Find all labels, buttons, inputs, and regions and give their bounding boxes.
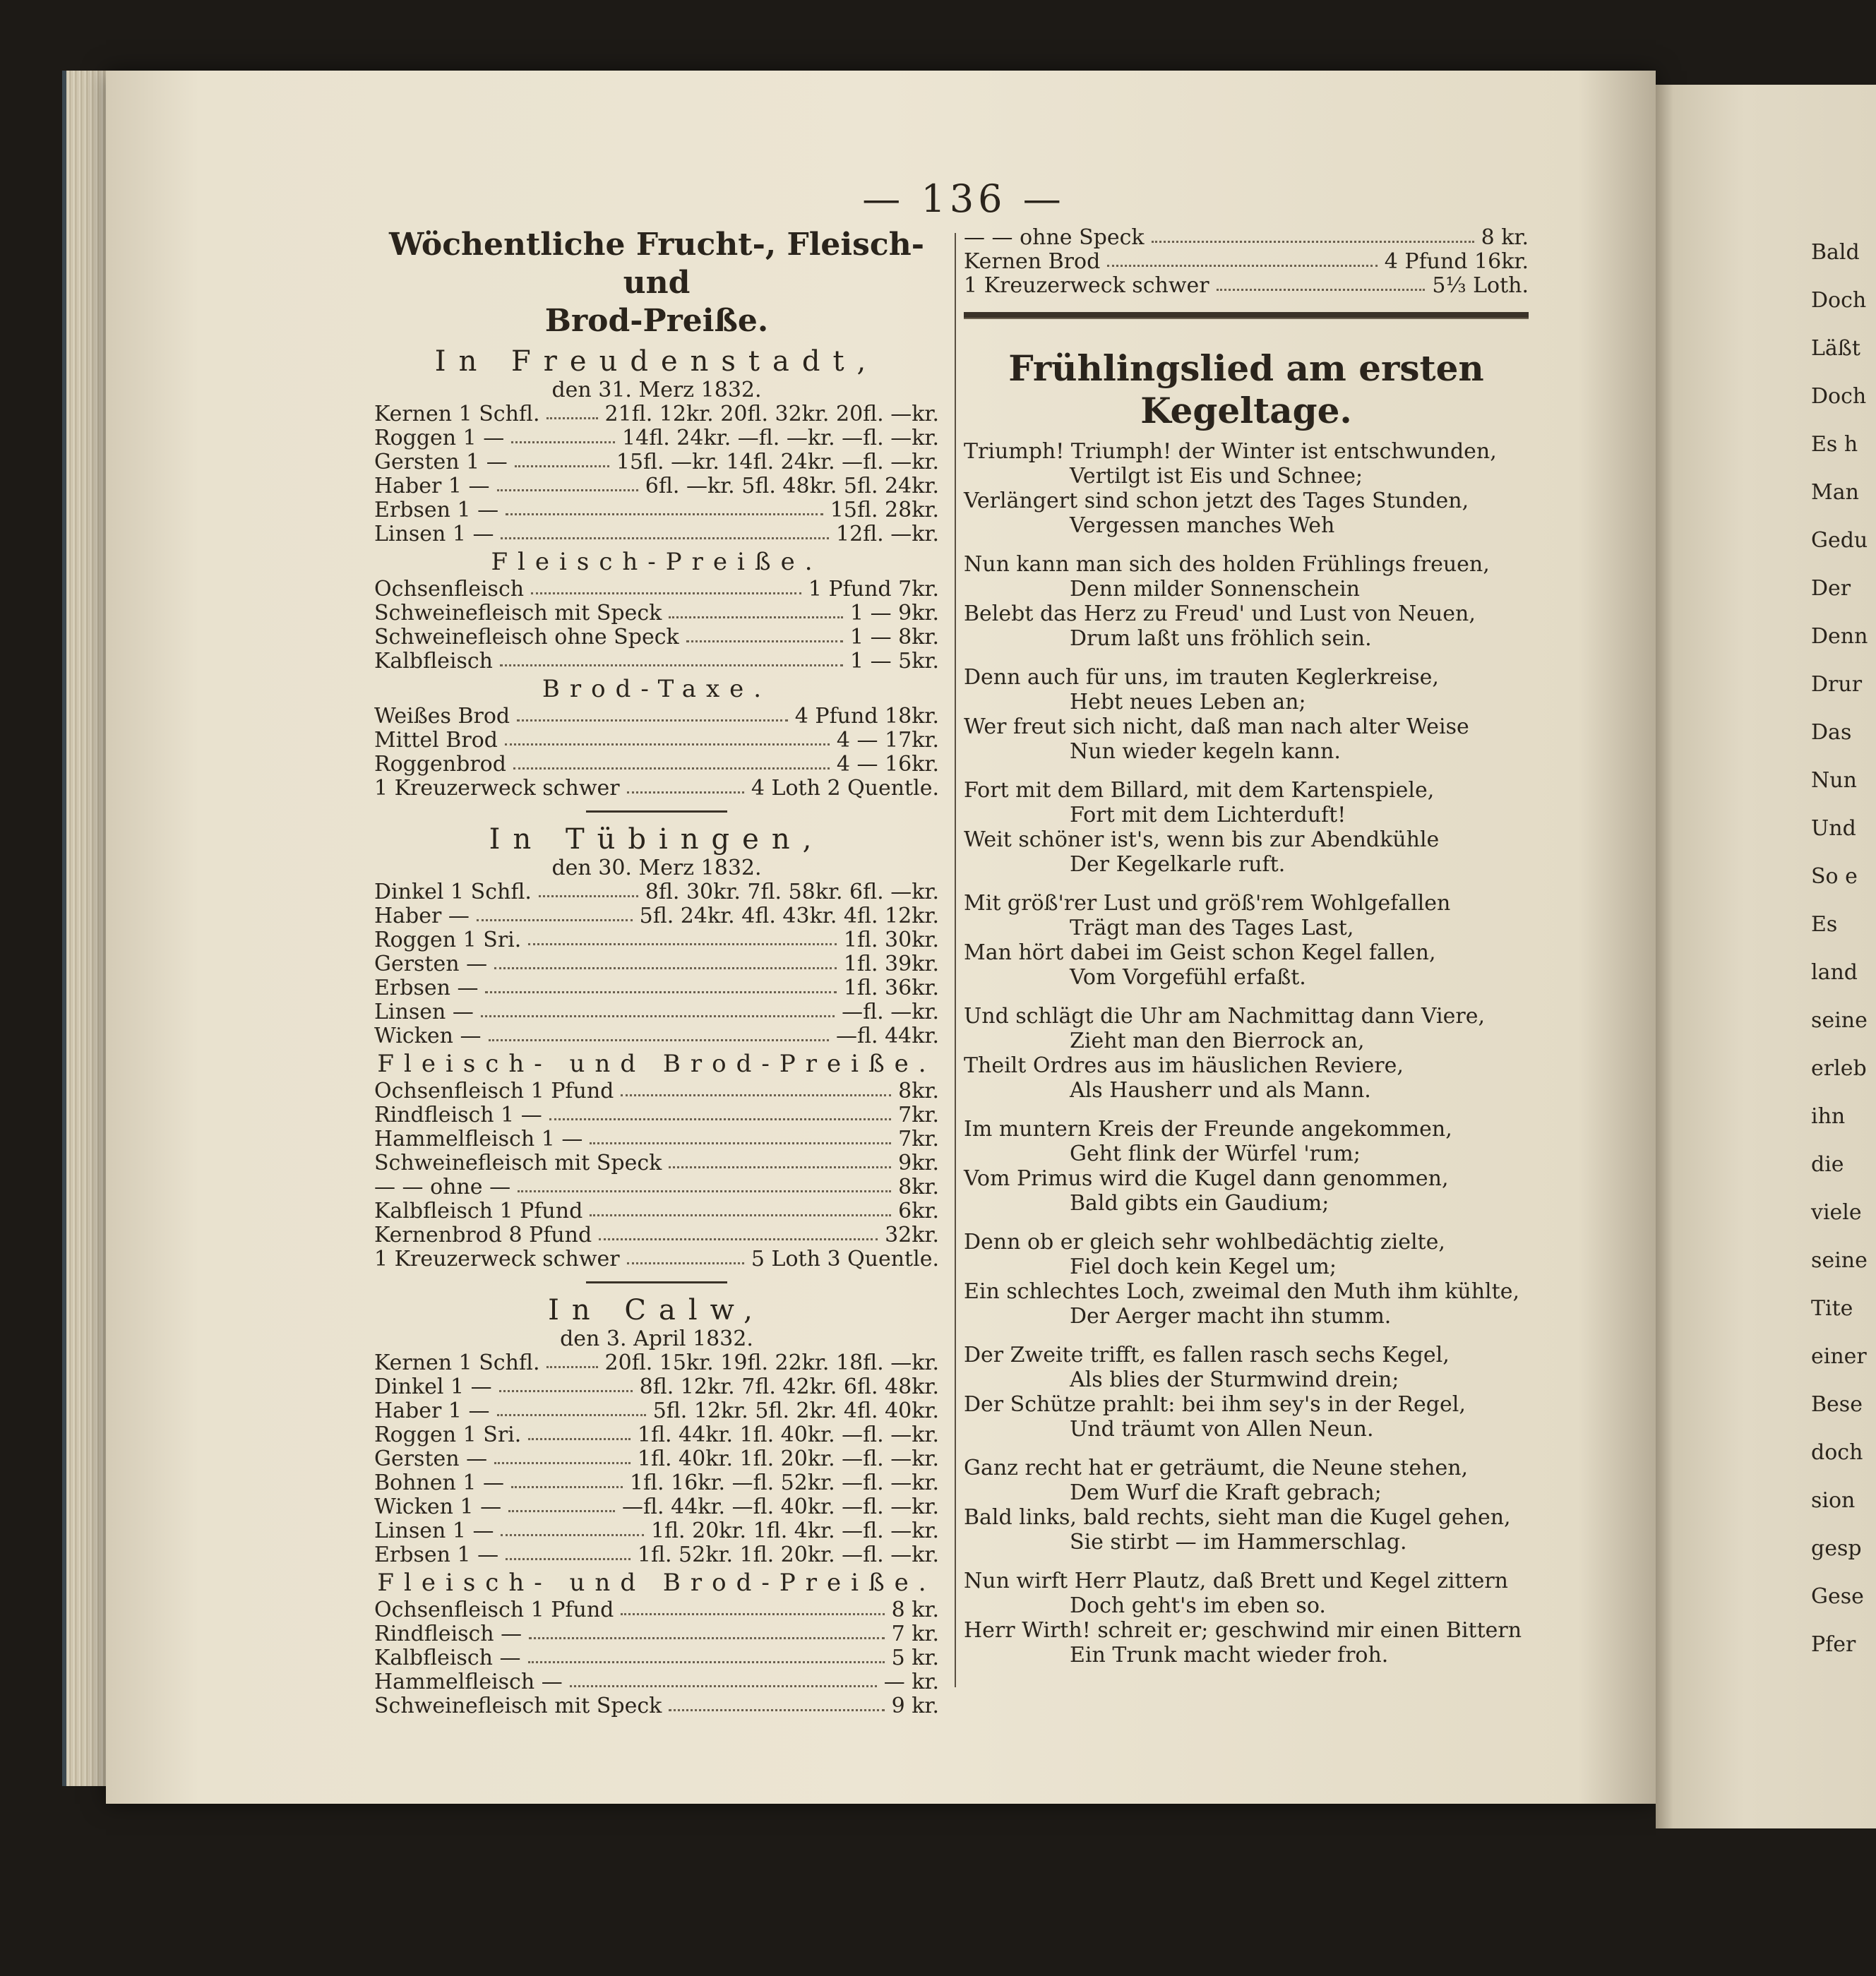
meat-price-row <box>374 625 939 649</box>
row-value: —fl. 44kr. <box>835 1024 939 1048</box>
row-value: 8 kr. <box>1481 225 1529 250</box>
row-value: 1fl. 36kr. <box>843 976 939 1000</box>
row-label: Hammelfleisch 1 — <box>374 1127 583 1151</box>
row-label: Kalbfleisch 1 Pfund <box>374 1199 583 1223</box>
leader-dots <box>518 1175 891 1192</box>
row-value: 9kr. <box>898 1151 939 1175</box>
verse-line: Der Schütze prahlt: bei ihm sey's in der Regel, <box>964 1392 1466 1417</box>
town-heading: In Freudenstadt, <box>434 345 879 378</box>
fragment-word: Doch <box>1811 384 1867 409</box>
row-value: 20fl. 15kr. 19fl. 22kr. 18fl. —kr. <box>604 1351 939 1375</box>
row-label: Kernen 1 Schfl. <box>374 402 540 426</box>
fragment-word: Drur <box>1811 672 1863 697</box>
column-divider <box>955 233 956 1687</box>
leader-dots <box>546 1351 597 1368</box>
leader-dots <box>539 880 638 897</box>
leader-dots <box>546 402 597 419</box>
row-value: 1fl. 39kr. <box>843 952 939 976</box>
verse-line: Theilt Ordres aus im häuslichen Reviere, <box>964 1053 1404 1078</box>
grain-price-row <box>374 522 939 546</box>
row-value: 1 Pfund 7kr. <box>808 577 939 601</box>
grain-price-row <box>374 1543 939 1567</box>
price-heading-line1: Wöchentliche Frucht-, Fleisch- und <box>389 227 924 301</box>
leader-dots <box>528 1646 885 1663</box>
report-date: den 31. Merz 1832. <box>551 378 762 402</box>
leader-dots <box>511 1471 623 1488</box>
bread-price-row <box>374 777 939 801</box>
section-separator <box>586 1281 727 1283</box>
fragment-word: doch <box>1811 1440 1863 1465</box>
row-label: Rindfleisch — <box>374 1622 522 1646</box>
row-value: 8 kr. <box>891 1598 939 1622</box>
grain-price-row <box>374 1519 939 1543</box>
bread-price-row <box>374 753 939 777</box>
meat-price-row <box>374 1199 939 1223</box>
fragment-word: Gedu <box>1811 528 1868 553</box>
row-value: 1 — 8kr. <box>849 625 939 649</box>
double-rule <box>964 312 1529 319</box>
verse-line: Herr Wirth! schreit er; geschwind mir einen Bittern <box>964 1618 1522 1643</box>
row-label: Erbsen 1 — <box>374 498 499 522</box>
row-label: Linsen 1 — <box>374 522 494 546</box>
leader-dots <box>621 1079 891 1096</box>
grain-price-row <box>374 1024 939 1048</box>
row-label: Wicken — <box>374 1024 482 1048</box>
fragment-word: gesp <box>1811 1536 1862 1561</box>
fragment-word: seine <box>1811 1248 1868 1273</box>
continued-price-row <box>964 226 1529 250</box>
verse-line: Nun wirft Herr Plautz, daß Brett und Kegel zittern <box>964 1569 1509 1593</box>
bread-price-row <box>374 705 939 729</box>
verse-line: Weit schöner ist's, wenn bis zur Abendkühle <box>964 827 1440 852</box>
row-label: Kernenbrod 8 Pfund <box>374 1223 592 1247</box>
report-date: den 30. Merz 1832. <box>551 856 762 880</box>
row-label: Roggenbrod <box>374 752 506 777</box>
verse-line: Vergessen manches Weh <box>1070 513 1335 538</box>
subheading: Brod-Taxe. <box>542 675 772 703</box>
verse-line: Trägt man des Tages Last, <box>1070 916 1354 940</box>
meat-price-row <box>374 1646 939 1670</box>
verse-line: Ein Trunk macht wieder froh. <box>1070 1643 1389 1667</box>
town-heading: In Calw, <box>548 1294 765 1327</box>
page-number: — 136 — <box>862 176 1065 221</box>
verse-line: Man hört dabei im Geist schon Kegel fallen, <box>964 940 1436 965</box>
row-value: 15fl. 28kr. <box>830 498 939 522</box>
fragment-word: Doch <box>1811 288 1867 313</box>
row-value: 1fl. 16kr. —fl. 52kr. —fl. —kr. <box>629 1471 939 1495</box>
verse-line: Denn auch für uns, im trauten Keglerkreise, <box>964 665 1439 690</box>
row-label: 1 Kreuzerweck schwer <box>374 776 620 801</box>
fragment-word: sion <box>1811 1488 1856 1513</box>
row-label: Rindfleisch 1 — <box>374 1103 542 1127</box>
meat-price-row <box>374 649 939 673</box>
leader-dots <box>599 1223 878 1240</box>
row-value: 1fl. 20kr. 1fl. 4kr. —fl. —kr. <box>650 1519 939 1543</box>
row-value: 7kr. <box>898 1127 939 1151</box>
leader-dots <box>517 705 788 721</box>
row-value: 4 Pfund 16kr. <box>1384 249 1529 274</box>
row-value: 5 kr. <box>891 1646 939 1670</box>
poem-stanza <box>964 665 1529 764</box>
poem-stanza <box>964 1230 1529 1329</box>
verse-line: Ein schlechtes Loch, zweimal den Muth ihm kühlte, <box>964 1279 1519 1304</box>
verse-line: Fort mit dem Lichterduft! <box>1070 803 1346 827</box>
fragment-word: Tite <box>1811 1296 1853 1321</box>
leader-dots <box>494 952 837 969</box>
meat-price-row <box>374 1151 939 1175</box>
meat-price-row <box>374 1223 939 1247</box>
bread-price-row <box>374 729 939 753</box>
leader-dots <box>494 1447 631 1464</box>
row-value: 14fl. 24kr. —fl. —kr. —fl. —kr. <box>622 426 939 450</box>
row-label: Erbsen — <box>374 976 479 1000</box>
verse-line: Fort mit dem Billard, mit dem Kartenspiele, <box>964 778 1435 803</box>
verse-line: Bald gibts ein Gaudium; <box>1070 1191 1330 1216</box>
row-value: 15fl. —kr. 14fl. 24kr. —fl. —kr. <box>616 450 939 474</box>
grain-price-row <box>374 928 939 952</box>
row-label: Ochsenfleisch 1 Pfund <box>374 1079 614 1103</box>
verse-line: Vom Primus wird die Kugel dann genommen, <box>964 1166 1449 1191</box>
fragment-word: Nun <box>1811 768 1857 793</box>
row-value: 32kr. <box>885 1223 939 1247</box>
leader-dots <box>528 1423 631 1440</box>
row-label: Haber 1 — <box>374 1399 490 1423</box>
leader-dots <box>627 1247 744 1264</box>
meat-price-row <box>374 1622 939 1646</box>
verse-line: Als Hausherr und als Mann. <box>1070 1078 1371 1103</box>
row-value: 4 Pfund 18kr. <box>794 704 939 729</box>
fragment-word: Bald <box>1811 240 1860 265</box>
row-value: 1 — 5kr. <box>849 649 939 673</box>
row-label: Kernen Brod <box>964 249 1101 274</box>
row-label: 1 Kreuzerweck schwer <box>374 1247 620 1271</box>
fragment-word: Gese <box>1811 1584 1864 1609</box>
leader-dots <box>497 474 638 491</box>
row-value: 6kr. <box>898 1199 939 1223</box>
continued-price-row <box>964 250 1529 274</box>
report-date: den 3. April 1832. <box>560 1327 753 1351</box>
leader-dots <box>549 1103 891 1120</box>
row-value: 21fl. 12kr. 20fl. 32kr. 20fl. —kr. <box>604 402 939 426</box>
grain-price-row <box>374 450 939 474</box>
meat-price-row <box>374 1670 939 1694</box>
grain-price-row <box>374 498 939 522</box>
row-label: Gersten — <box>374 1447 488 1471</box>
meat-price-row <box>374 1127 939 1151</box>
fragment-word: Bese <box>1811 1392 1863 1417</box>
row-value: 7kr. <box>898 1103 939 1127</box>
verse-line: Triumph! Triumph! der Winter ist entschwunden, <box>964 439 1497 464</box>
row-value: 5⅓ Loth. <box>1432 273 1529 298</box>
row-value: 1fl. 30kr. <box>843 928 939 952</box>
poem-stanza <box>964 552 1529 651</box>
leader-dots <box>1217 274 1426 291</box>
row-label: Schweinefleisch ohne Speck <box>374 625 679 649</box>
fragment-word: Es <box>1811 912 1838 937</box>
leader-dots <box>505 729 830 746</box>
fragment-word: viele <box>1811 1200 1862 1225</box>
row-value: 9 kr. <box>891 1694 939 1718</box>
fragment-word: Läßt <box>1811 336 1860 361</box>
meat-price-row <box>374 1247 939 1271</box>
row-value: 1fl. 52kr. 1fl. 20kr. —fl. —kr. <box>637 1543 939 1567</box>
leader-dots <box>501 522 829 539</box>
row-value: 8fl. 30kr. 7fl. 58kr. 6fl. —kr. <box>645 880 939 904</box>
fragment-word: Pfer <box>1811 1632 1856 1657</box>
grain-price-row <box>374 976 939 1000</box>
leader-dots <box>481 1000 835 1017</box>
leader-dots <box>513 753 830 770</box>
row-label: Gersten — <box>374 952 488 976</box>
leader-dots <box>511 426 615 443</box>
grain-price-row <box>374 1375 939 1399</box>
grain-price-row <box>374 952 939 976</box>
row-value: 5fl. 24kr. 4fl. 43kr. 4fl. 12kr. <box>639 904 939 928</box>
row-label: Schweinefleisch mit Speck <box>374 601 662 625</box>
grain-price-row <box>374 1447 939 1471</box>
verse-line: Dem Wurf die Kraft gebrach; <box>1070 1480 1382 1505</box>
fragment-word: Es h <box>1811 432 1858 457</box>
verse-line: Bald links, bald rechts, sieht man die Kugel gehen, <box>964 1505 1511 1530</box>
leader-dots <box>590 1127 891 1144</box>
row-label: Wicken 1 — <box>374 1495 502 1519</box>
poem-stanza <box>964 1004 1529 1103</box>
leader-dots <box>497 1399 646 1416</box>
verse-line: Denn ob er gleich sehr wohlbedächtig zielte, <box>964 1230 1445 1255</box>
row-label: Ochsenfleisch <box>374 577 525 601</box>
row-label: Roggen 1 Sri. <box>374 928 522 952</box>
poem-stanza <box>964 1117 1529 1216</box>
fragment-word: Das <box>1811 720 1852 745</box>
verse-line: Denn milder Sonnenschein <box>1070 577 1360 601</box>
verse-line: Fiel doch kein Kegel um; <box>1070 1255 1337 1279</box>
leader-dots <box>529 1622 884 1639</box>
verse-line: Ganz recht hat er geträumt, die Neune stehen, <box>964 1456 1469 1480</box>
leader-dots <box>499 1375 633 1392</box>
row-label: Weißes Brod <box>374 704 510 729</box>
meat-price-row <box>374 577 939 601</box>
row-label: Gersten 1 — <box>374 450 508 474</box>
verse-line: Der Zweite trifft, es fallen rasch sechs Kegel, <box>964 1343 1450 1367</box>
poem-stanza <box>964 891 1529 990</box>
poem-stanza <box>964 1343 1529 1442</box>
row-value: 8fl. 12kr. 7fl. 42kr. 6fl. 48kr. <box>639 1375 939 1399</box>
subheading: Fleisch-Preiße. <box>491 548 823 576</box>
row-value: 6fl. —kr. 5fl. 48kr. 5fl. 24kr. <box>645 474 939 498</box>
row-label: Roggen 1 Sri. <box>374 1423 522 1447</box>
leader-dots <box>590 1199 891 1216</box>
row-label: Schweinefleisch mit Speck <box>374 1151 662 1175</box>
row-label: Mittel Brod <box>374 728 498 753</box>
row-value: 1 — 9kr. <box>849 601 939 625</box>
fragment-word: So e <box>1811 864 1858 889</box>
leader-dots <box>686 625 843 642</box>
continued-price-row <box>964 274 1529 298</box>
verse-line: Vom Vorgefühl erfaßt. <box>1070 965 1306 990</box>
verse-line: Sie stirbt — im Hammerschlag. <box>1070 1530 1407 1555</box>
leader-dots <box>528 928 837 945</box>
leader-dots <box>489 1024 829 1041</box>
verse-line: Zieht man den Bierrock an, <box>1070 1029 1365 1053</box>
verse-line: Belebt das Herz zu Freud' und Lust von Neuen, <box>964 601 1476 626</box>
leader-dots <box>531 577 801 594</box>
leader-dots <box>627 777 744 794</box>
verse-line: Drum laßt uns fröhlich sein. <box>1070 626 1372 651</box>
price-heading-line2: Brod-Preiße. <box>544 303 769 339</box>
fragment-word: Der <box>1811 576 1851 601</box>
leader-dots <box>485 976 836 993</box>
subheading: Fleisch- und Brod-Preiße. <box>377 1569 936 1597</box>
fragment-word: Denn <box>1811 624 1868 649</box>
row-value: 7 kr. <box>891 1622 939 1646</box>
leader-dots <box>501 1519 643 1536</box>
grain-price-row <box>374 1495 939 1519</box>
fragment-word: erleb <box>1811 1056 1867 1081</box>
row-label: Erbsen 1 — <box>374 1543 499 1567</box>
row-value: 4 — 17kr. <box>836 728 939 753</box>
row-label: 1 Kreuzerweck schwer <box>964 273 1209 298</box>
leader-dots <box>477 904 633 921</box>
verse-line: Als blies der Sturmwind drein; <box>1070 1367 1399 1392</box>
meat-price-row <box>374 601 939 625</box>
leader-dots <box>669 1151 891 1168</box>
fragment-word: land <box>1811 960 1858 985</box>
row-label: Dinkel 1 — <box>374 1375 492 1399</box>
leader-dots <box>621 1598 884 1615</box>
verse-line: Im muntern Kreis der Freunde angekommen, <box>964 1117 1452 1142</box>
leader-dots <box>1152 226 1474 243</box>
row-label: Haber — <box>374 904 470 928</box>
row-label: Linsen 1 — <box>374 1519 494 1543</box>
grain-price-row <box>374 1399 939 1423</box>
leader-dots <box>515 450 609 467</box>
row-value: 4 — 16kr. <box>836 752 939 777</box>
row-value: —fl. 44kr. —fl. 40kr. —fl. —kr. <box>622 1495 939 1519</box>
leader-dots <box>669 1694 884 1711</box>
row-value: 1fl. 44kr. 1fl. 40kr. —fl. —kr. <box>637 1423 939 1447</box>
row-label: — — ohne — <box>374 1175 511 1199</box>
poem-stanza <box>964 778 1529 877</box>
row-label: Haber 1 — <box>374 474 490 498</box>
row-label: — — ohne Speck <box>964 225 1145 250</box>
fragment-word: einer <box>1811 1344 1867 1369</box>
row-value: 8kr. <box>898 1079 939 1103</box>
leader-dots <box>570 1670 877 1687</box>
row-label: Kernen 1 Schfl. <box>374 1351 540 1375</box>
verse-line: Hebt neues Leben an; <box>1070 690 1306 714</box>
poem-stanza <box>964 1456 1529 1555</box>
poem-title: Frühlingslied am ersten Kegeltage. <box>1008 347 1484 431</box>
verse-line: Vertilgt ist Eis und Schnee; <box>1070 464 1363 489</box>
row-label: Linsen — <box>374 1000 474 1024</box>
subheading: Fleisch- und Brod-Preiße. <box>377 1050 936 1078</box>
row-value: 5 Loth 3 Quentle. <box>751 1247 939 1271</box>
grain-price-row <box>374 1423 939 1447</box>
row-label: Kalbfleisch — <box>374 1646 521 1670</box>
right-column <box>964 226 1529 1682</box>
meat-price-row <box>374 1079 939 1103</box>
grain-price-row <box>374 880 939 904</box>
verse-line: Wer freut sich nicht, daß man nach alter Weise <box>964 714 1469 739</box>
leader-dots <box>506 498 823 515</box>
fragment-word: seine <box>1811 1008 1868 1033</box>
row-value: — kr. <box>883 1670 939 1694</box>
meat-price-row <box>374 1694 939 1718</box>
verse-line: Und schlägt die Uhr am Nachmittag dann Viere, <box>964 1004 1486 1029</box>
meat-price-row <box>374 1175 939 1199</box>
left-column <box>374 226 939 1718</box>
verse-line: Und träumt von Allen Neun. <box>1070 1417 1374 1442</box>
fragment-word: ihn <box>1811 1104 1846 1129</box>
leader-dots <box>500 649 843 666</box>
grain-price-row <box>374 1351 939 1375</box>
verse-line: Nun kann man sich des holden Frühlings freuen, <box>964 552 1490 577</box>
row-value: 4 Loth 2 Quentle. <box>751 776 939 801</box>
verse-line: Mit größ'rer Lust und größ'rem Wohlgefallen <box>964 891 1451 916</box>
verse-line: Geht flink der Würfel 'rum; <box>1070 1142 1361 1166</box>
verse-line: Der Aerger macht ihn stumm. <box>1070 1304 1392 1329</box>
section-separator <box>586 810 727 813</box>
row-value: 1fl. 40kr. 1fl. 20kr. —fl. —kr. <box>637 1447 939 1471</box>
grain-price-row <box>374 904 939 928</box>
leader-dots <box>1107 250 1377 267</box>
fragment-word: die <box>1811 1152 1844 1177</box>
leader-dots <box>508 1495 615 1512</box>
row-value: —fl. —kr. <box>842 1000 939 1024</box>
grain-price-row <box>374 474 939 498</box>
row-label: Schweinefleisch mit Speck <box>374 1694 662 1718</box>
verse-line: Nun wieder kegeln kann. <box>1070 739 1341 764</box>
meat-price-row <box>374 1598 939 1622</box>
leader-dots <box>506 1543 631 1560</box>
row-label: Ochsenfleisch 1 Pfund <box>374 1598 614 1622</box>
poem-stanza <box>964 439 1529 538</box>
grain-price-row <box>374 426 939 450</box>
row-label: Roggen 1 — <box>374 426 505 450</box>
poem-stanza <box>964 1569 1529 1667</box>
town-heading: In Tübingen, <box>489 823 825 856</box>
fragment-word: Man <box>1811 480 1859 505</box>
row-label: Bohnen 1 — <box>374 1471 504 1495</box>
row-label: Dinkel 1 Schfl. <box>374 880 532 904</box>
verse-line: Verlängert sind schon jetzt des Tages Stunden, <box>964 489 1469 513</box>
row-label: Hammelfleisch — <box>374 1670 563 1694</box>
grain-price-row <box>374 1000 939 1024</box>
verse-line: Doch geht's im eben so. <box>1070 1593 1326 1618</box>
row-value: 8kr. <box>898 1175 939 1199</box>
fragment-word: Und <box>1811 816 1856 841</box>
verse-line: Der Kegelkarle ruft. <box>1070 852 1286 877</box>
meat-price-row <box>374 1103 939 1127</box>
leader-dots <box>669 601 843 618</box>
grain-price-row <box>374 402 939 426</box>
grain-price-row <box>374 1471 939 1495</box>
row-value: 5fl. 12kr. 5fl. 2kr. 4fl. 40kr. <box>652 1399 939 1423</box>
row-label: Kalbfleisch <box>374 649 493 673</box>
row-value: 12fl. —kr. <box>835 522 939 546</box>
